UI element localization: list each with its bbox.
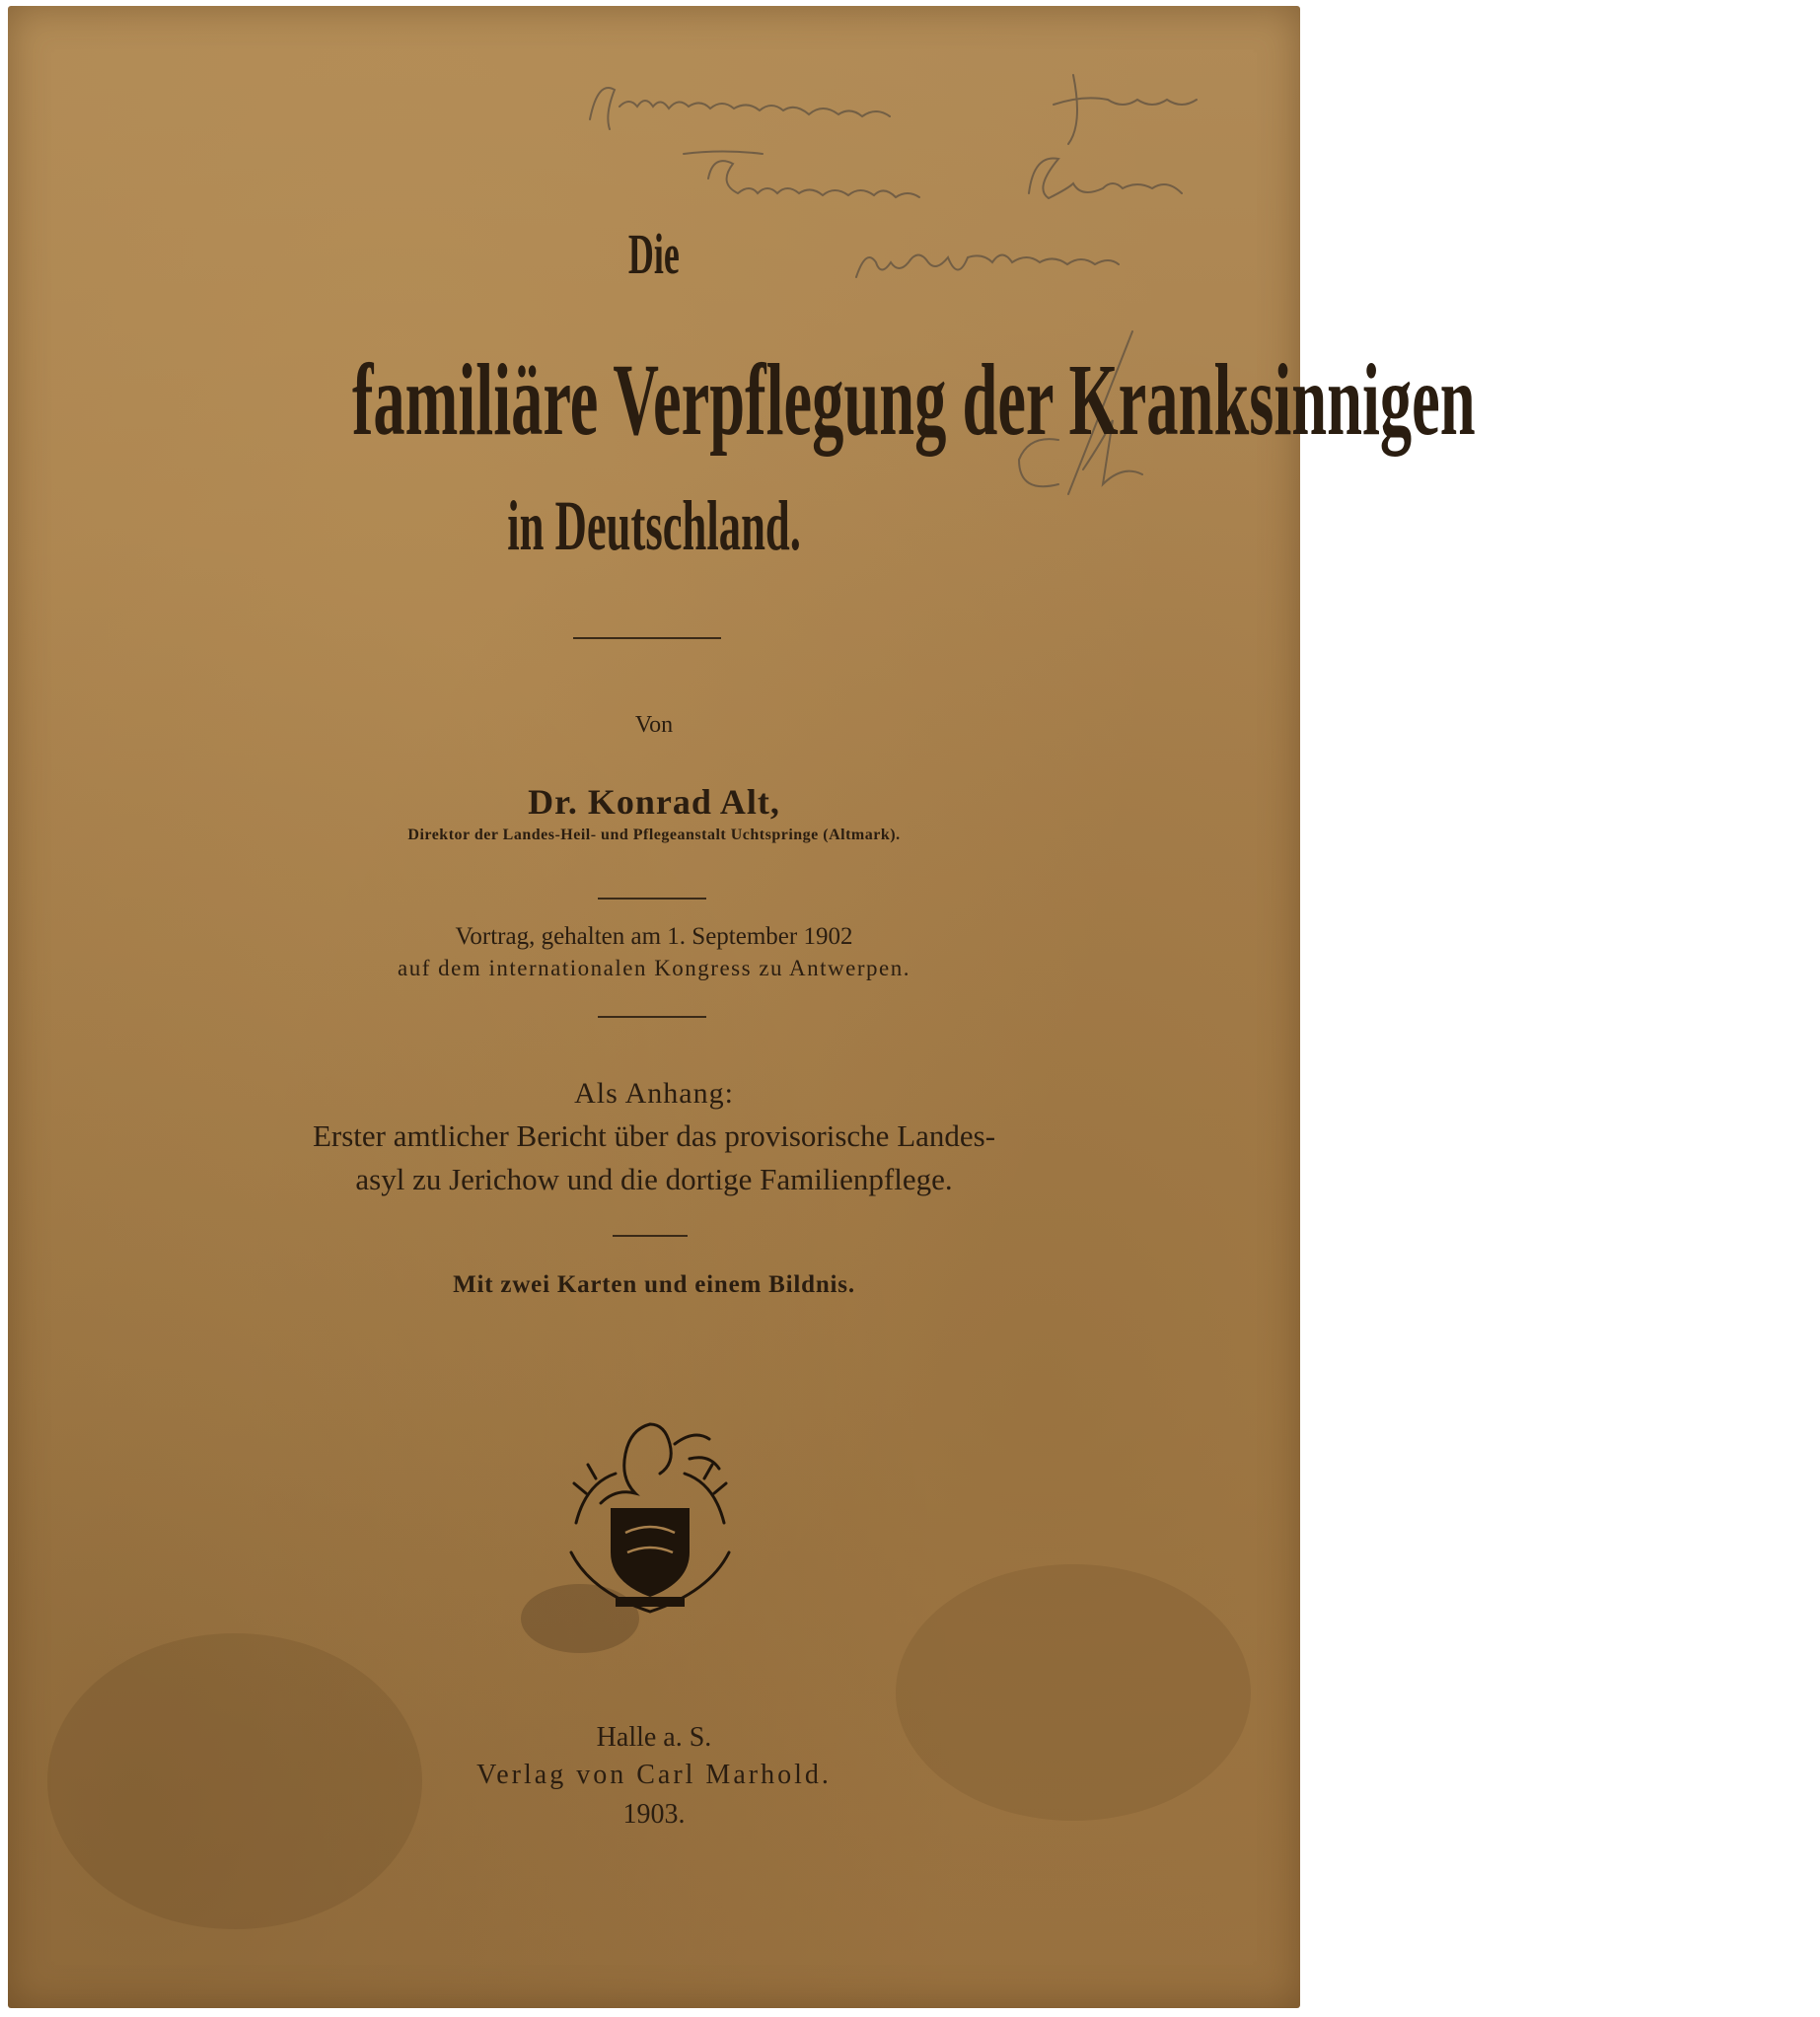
imprint-year: 1903. (622, 1799, 686, 1830)
lecture-line-1: Vortrag, gehalten am 1. September 1902 (455, 923, 853, 950)
book-cover (8, 6, 1476, 2008)
imprint-publisher: Verlag von Carl Marhold. (476, 1760, 832, 1790)
title-line-2: familiäre Verpflegung der Kranksinnigen (351, 343, 1476, 457)
author-role: Direktor der Landes-Heil- und Pflegeanstalt Uchtspringe (Altmark). (407, 827, 901, 843)
title-line-3: in Deutschland. (507, 486, 801, 565)
divider (598, 1016, 706, 1018)
appendix-label: Als Anhang: (574, 1077, 734, 1110)
publisher-emblem (556, 1405, 744, 1621)
lecture-line-2: auf dem internationalen Kongress zu Antwerpen. (398, 956, 910, 980)
title-line-1: Die (628, 222, 680, 286)
author-name: Dr. Konrad Alt, (528, 782, 780, 822)
byline-von: Von (634, 712, 674, 738)
imprint-place: Halle a. S. (596, 1722, 712, 1753)
divider (573, 637, 721, 639)
divider (598, 898, 706, 900)
illustrations-note: Mit zwei Karten und einem Bildnis. (453, 1271, 855, 1298)
appendix-line-2: asyl zu Jerichow und die dortige Familienpflege. (355, 1162, 953, 1196)
divider (613, 1235, 688, 1237)
appendix-line-1: Erster amtlicher Bericht über das provisorische Landes- (312, 1118, 996, 1153)
